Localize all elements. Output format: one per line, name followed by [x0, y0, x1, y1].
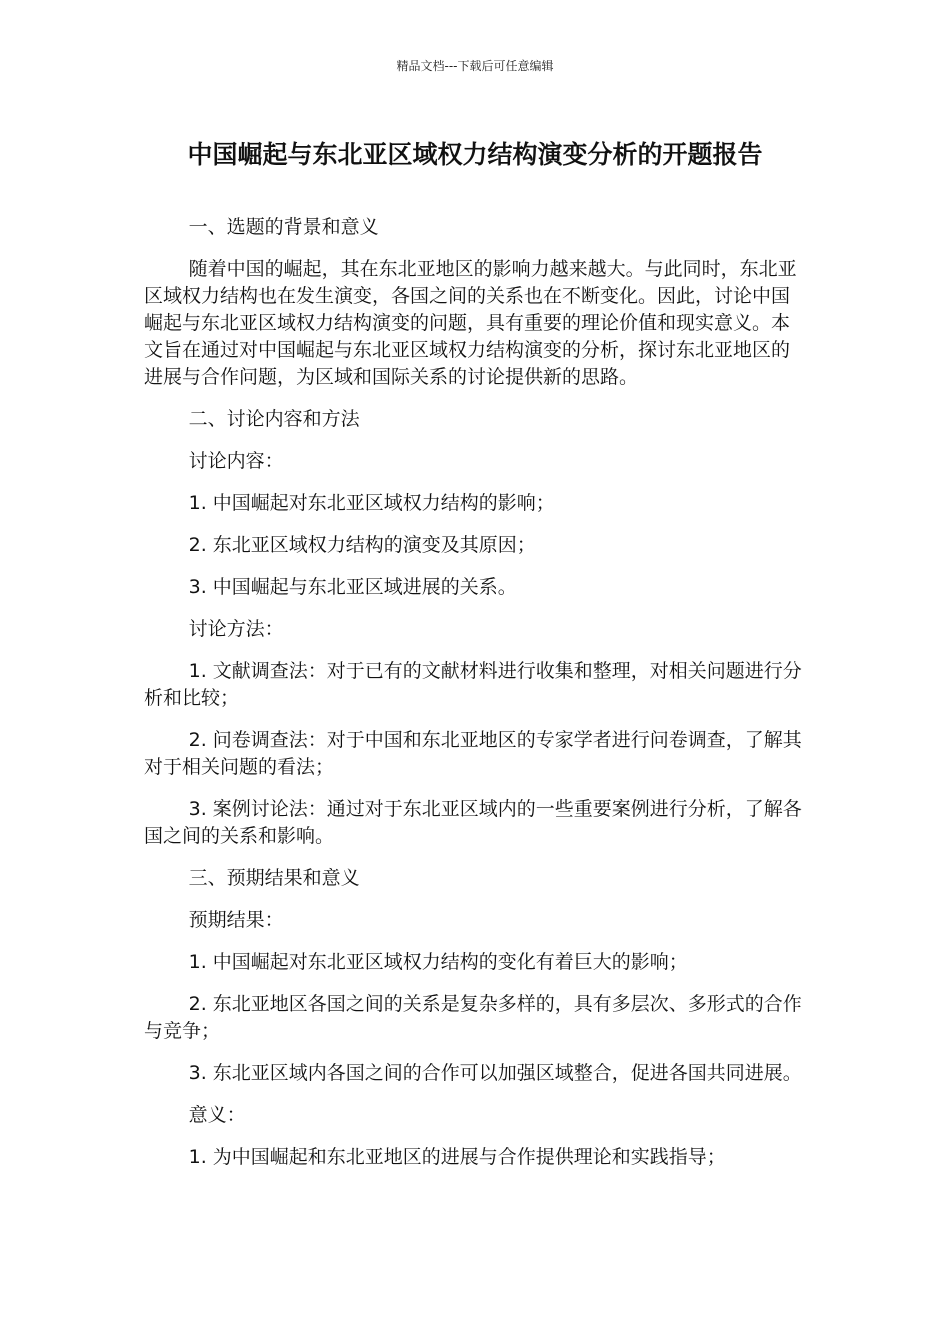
document-title: 中国崛起与东北亚区域权力结构演变分析的开题报告 [187, 140, 763, 169]
list-item: 2. 东北亚地区各国之间的关系是复杂多样的，具有多层次、多形式的合作与竞争； [144, 993, 802, 1042]
section-heading-results: 三、预期结果和意义 [188, 867, 360, 889]
list-item: 2. 东北亚区域权力结构的演变及其原因； [188, 534, 536, 556]
paragraph-background: 随着中国的崛起，其在东北亚地区的影响力越来越大。与此同时，东北亚区域权力结构也在发生演变，各国之间的关系也在不断变化。因此，讨论中国崛起与东北亚区域权力结构演变的问题，具有重要的理论价值和现实意义。本文旨在通过对中国崛起与东北亚区域权力结构演变的分析，探讨东北亚地区的进展与合作问题，为区域和国际关系的讨论提供新的思路。 [144, 258, 797, 388]
list-item: 2. 问卷调查法：对于中国和东北亚地区的专家学者进行问卷调查，了解其对于相关问题的看法； [144, 729, 802, 778]
section-heading-content-method: 二、讨论内容和方法 [188, 408, 360, 430]
subheading-method: 讨论方法： [188, 618, 284, 640]
list-item: 1. 中国崛起对东北亚区域权力结构的影响； [188, 492, 555, 514]
list-item: 3. 东北亚区域内各国之间的合作可以加强区域整合，促进各国共同进展。 [188, 1062, 802, 1084]
section-heading-background: 一、选题的背景和意义 [188, 216, 379, 238]
list-item: 1. 中国崛起对东北亚区域权力结构的变化有着巨大的影响； [188, 951, 688, 973]
page-header: 精品文档---下载后可任意编辑 [396, 59, 554, 73]
list-item: 1. 文献调查法：对于已有的文献材料进行收集和整理，对相关问题进行分析和比较； [144, 660, 802, 709]
list-item: 1. 为中国崛起和东北亚地区的进展与合作提供理论和实践指导； [188, 1146, 726, 1168]
list-item: 3. 案例讨论法：通过对于东北亚区域内的一些重要案例进行分析，了解各国之间的关系和影响。 [144, 798, 802, 847]
document-body [144, 214, 804, 1186]
list-item: 3. 中国崛起与东北亚区域进展的关系。 [188, 576, 517, 598]
subheading-content: 讨论内容： [188, 450, 284, 472]
subheading-significance: 意义： [188, 1104, 246, 1126]
subheading-expected-results: 预期结果： [188, 909, 284, 931]
